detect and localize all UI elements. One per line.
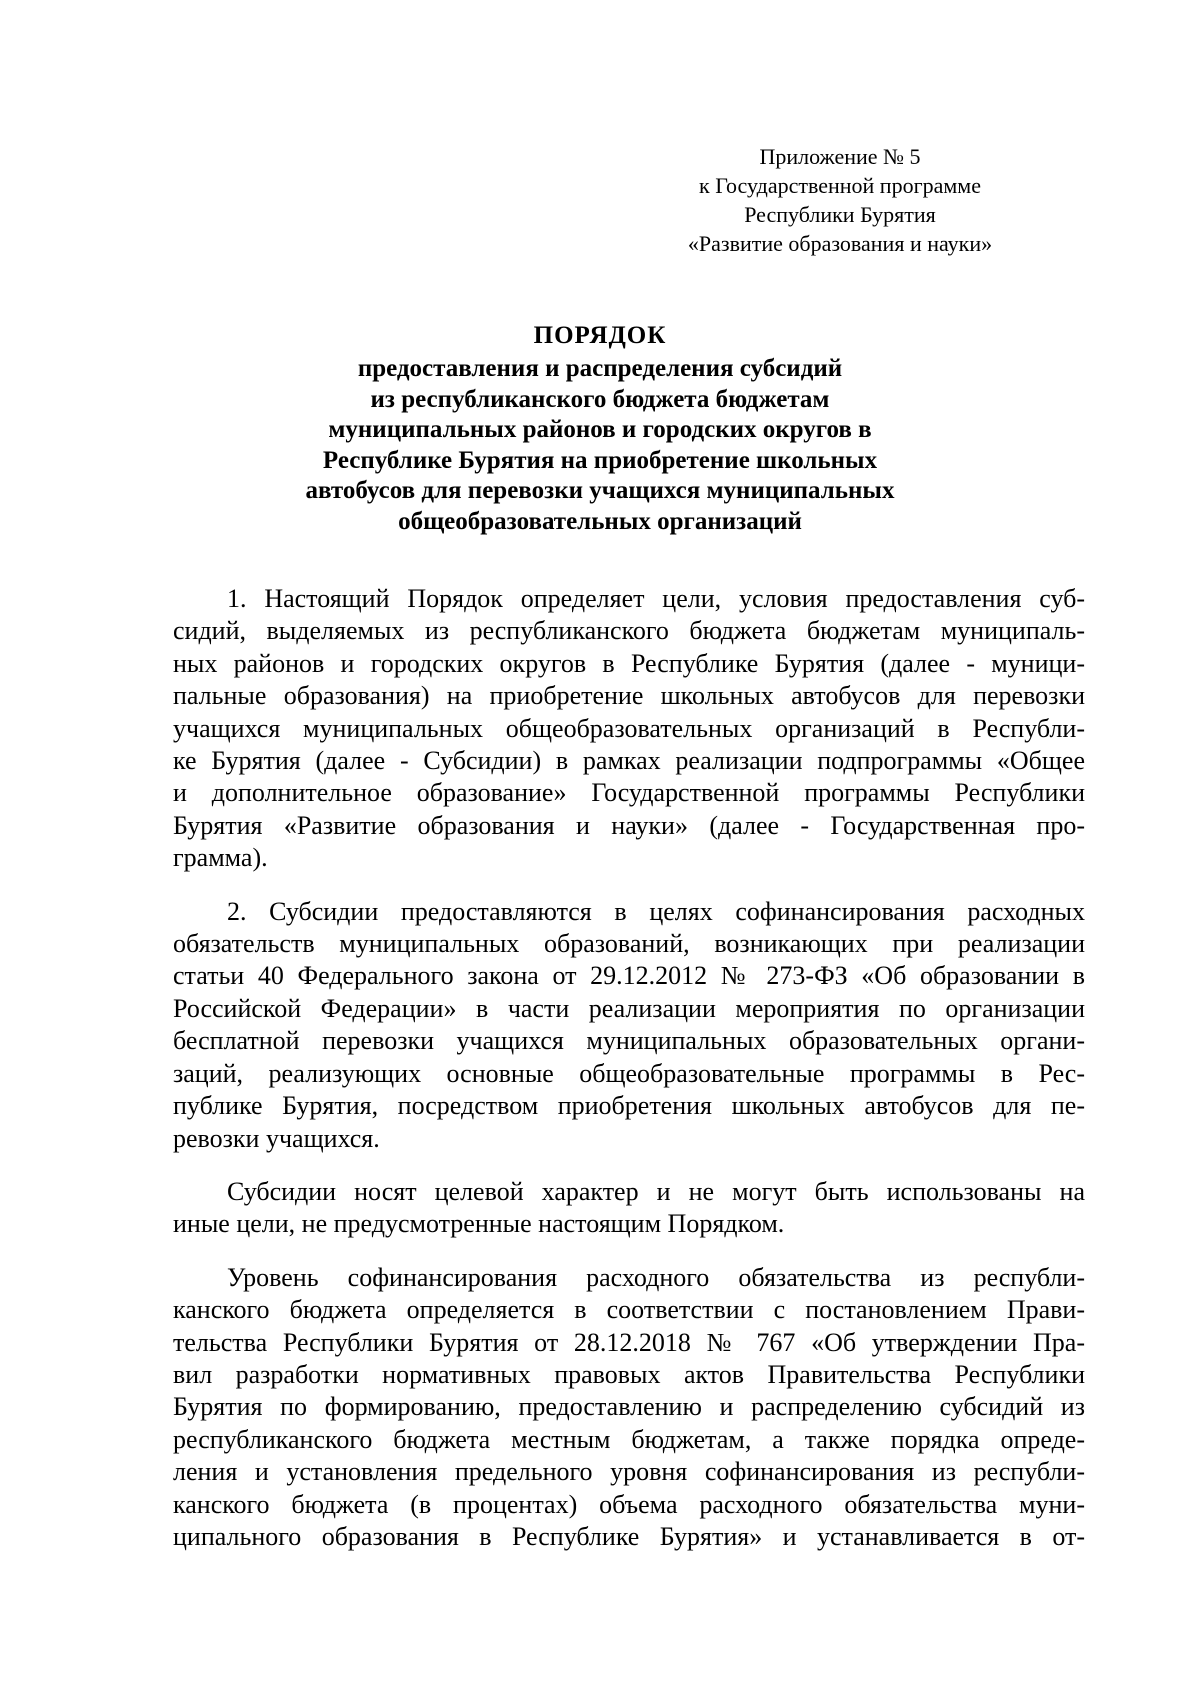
text-line: грамма).: [173, 843, 268, 873]
subtitle-line: автобусов для перевозки учащихся муниципальных: [305, 477, 895, 504]
text-line: Субсидии носят целевой характер и не могут быть использованы на: [227, 1176, 1085, 1206]
text-line: вил разработки нормативных правовых актов Правительства Республики: [173, 1359, 1085, 1389]
text-line: бесплатной перевозки учащихся муниципальных образовательных органи-: [173, 1026, 1085, 1056]
document-title: ПОРЯДОК: [533, 322, 667, 349]
appendix-line: Приложение № 5: [759, 144, 921, 169]
text-line: Российской Федерации» в части реализации мероприятия по организации: [173, 993, 1085, 1023]
text-line: публике Бурятия, посредством приобретения школьных автобусов для пе-: [173, 1091, 1085, 1121]
text-line: ревозки учащихся.: [173, 1123, 380, 1153]
text-line: заций, реализующих основные общеобразовательные программы в Рес-: [173, 1058, 1085, 1088]
text-line: статьи 40 Федерального закона от 29.12.2012 № 273-ФЗ «Об образовании в: [173, 961, 1085, 991]
paragraph-4: [173, 1262, 1085, 1554]
subtitle-line: муниципальных районов и городских округов в: [328, 416, 872, 443]
document-body: [173, 583, 1085, 1574]
text-line: 1. Настоящий Порядок определяет цели, условия предоставления суб-: [227, 584, 1085, 613]
text-line: Бурятия по формированию, предоставлению и распределению субсидий из: [173, 1392, 1085, 1422]
document-subtitle: [200, 354, 1000, 537]
subtitle-line: Республике Бурятия на приобретение школьных: [322, 446, 878, 474]
appendix-line: Республики Бурятия: [744, 202, 936, 227]
subtitle-line: общеобразовательных организаций: [398, 507, 802, 535]
title-block: [200, 318, 1000, 537]
paragraph-3: [173, 1176, 1085, 1241]
paragraph-2: [173, 896, 1085, 1155]
paragraph-1: [173, 583, 1085, 875]
text-line: учащихся муниципальных общеобразовательных организаций в Республи-: [173, 713, 1085, 743]
text-line: обязательств муниципальных образований, возникающих при реализации: [173, 929, 1085, 959]
subtitle-line: из республиканского бюджета бюджетам: [370, 385, 830, 413]
text-line: пальные образования) на приобретение школьных автобусов для перевозки: [173, 681, 1085, 711]
text-line: сидий, выделяемых из республиканского бюджета бюджетам муниципаль-: [173, 616, 1085, 646]
text-line: Бурятия «Развитие образования и науки» (далее - Государственная про-: [173, 810, 1085, 840]
appendix-note: [640, 142, 1040, 258]
text-line: ления и установления предельного уровня софинансирования из республи-: [173, 1457, 1085, 1487]
text-line: Уровень софинансирования расходного обязательства из республи-: [227, 1262, 1085, 1292]
text-line: республиканского бюджета местным бюджетам, а также порядка опреде-: [173, 1424, 1085, 1454]
text-line: ных районов и городских округов в Республике Бурятия (далее - муници-: [173, 648, 1085, 678]
appendix-line: к Государственной программе: [699, 173, 981, 198]
appendix-line: «Развитие образования и науки»: [687, 231, 993, 256]
text-line: ципального образования в Республике Бурятия» и устанавливается в от-: [173, 1521, 1085, 1551]
text-line: ке Бурятия (далее - Субсидии) в рамках реализации подпрограммы «Общее: [173, 746, 1085, 776]
text-line: и дополнительное образование» Государственной программы Республики: [173, 778, 1085, 808]
subtitle-line: предоставления и распределения субсидий: [357, 355, 843, 382]
text-line: тельства Республики Бурятия от 28.12.2018 № 767 «Об утверждении Пра-: [173, 1327, 1085, 1357]
text-line: иные цели, не предусмотренные настоящим Порядком.: [173, 1209, 785, 1239]
text-line: канского бюджета (в процентах) объема расходного обязательства муни-: [173, 1489, 1085, 1519]
text-line: канского бюджета определяется в соответствии с постановлением Прави-: [173, 1295, 1085, 1325]
text-line: 2. Субсидии предоставляются в целях софинансирования расходных: [227, 896, 1085, 926]
